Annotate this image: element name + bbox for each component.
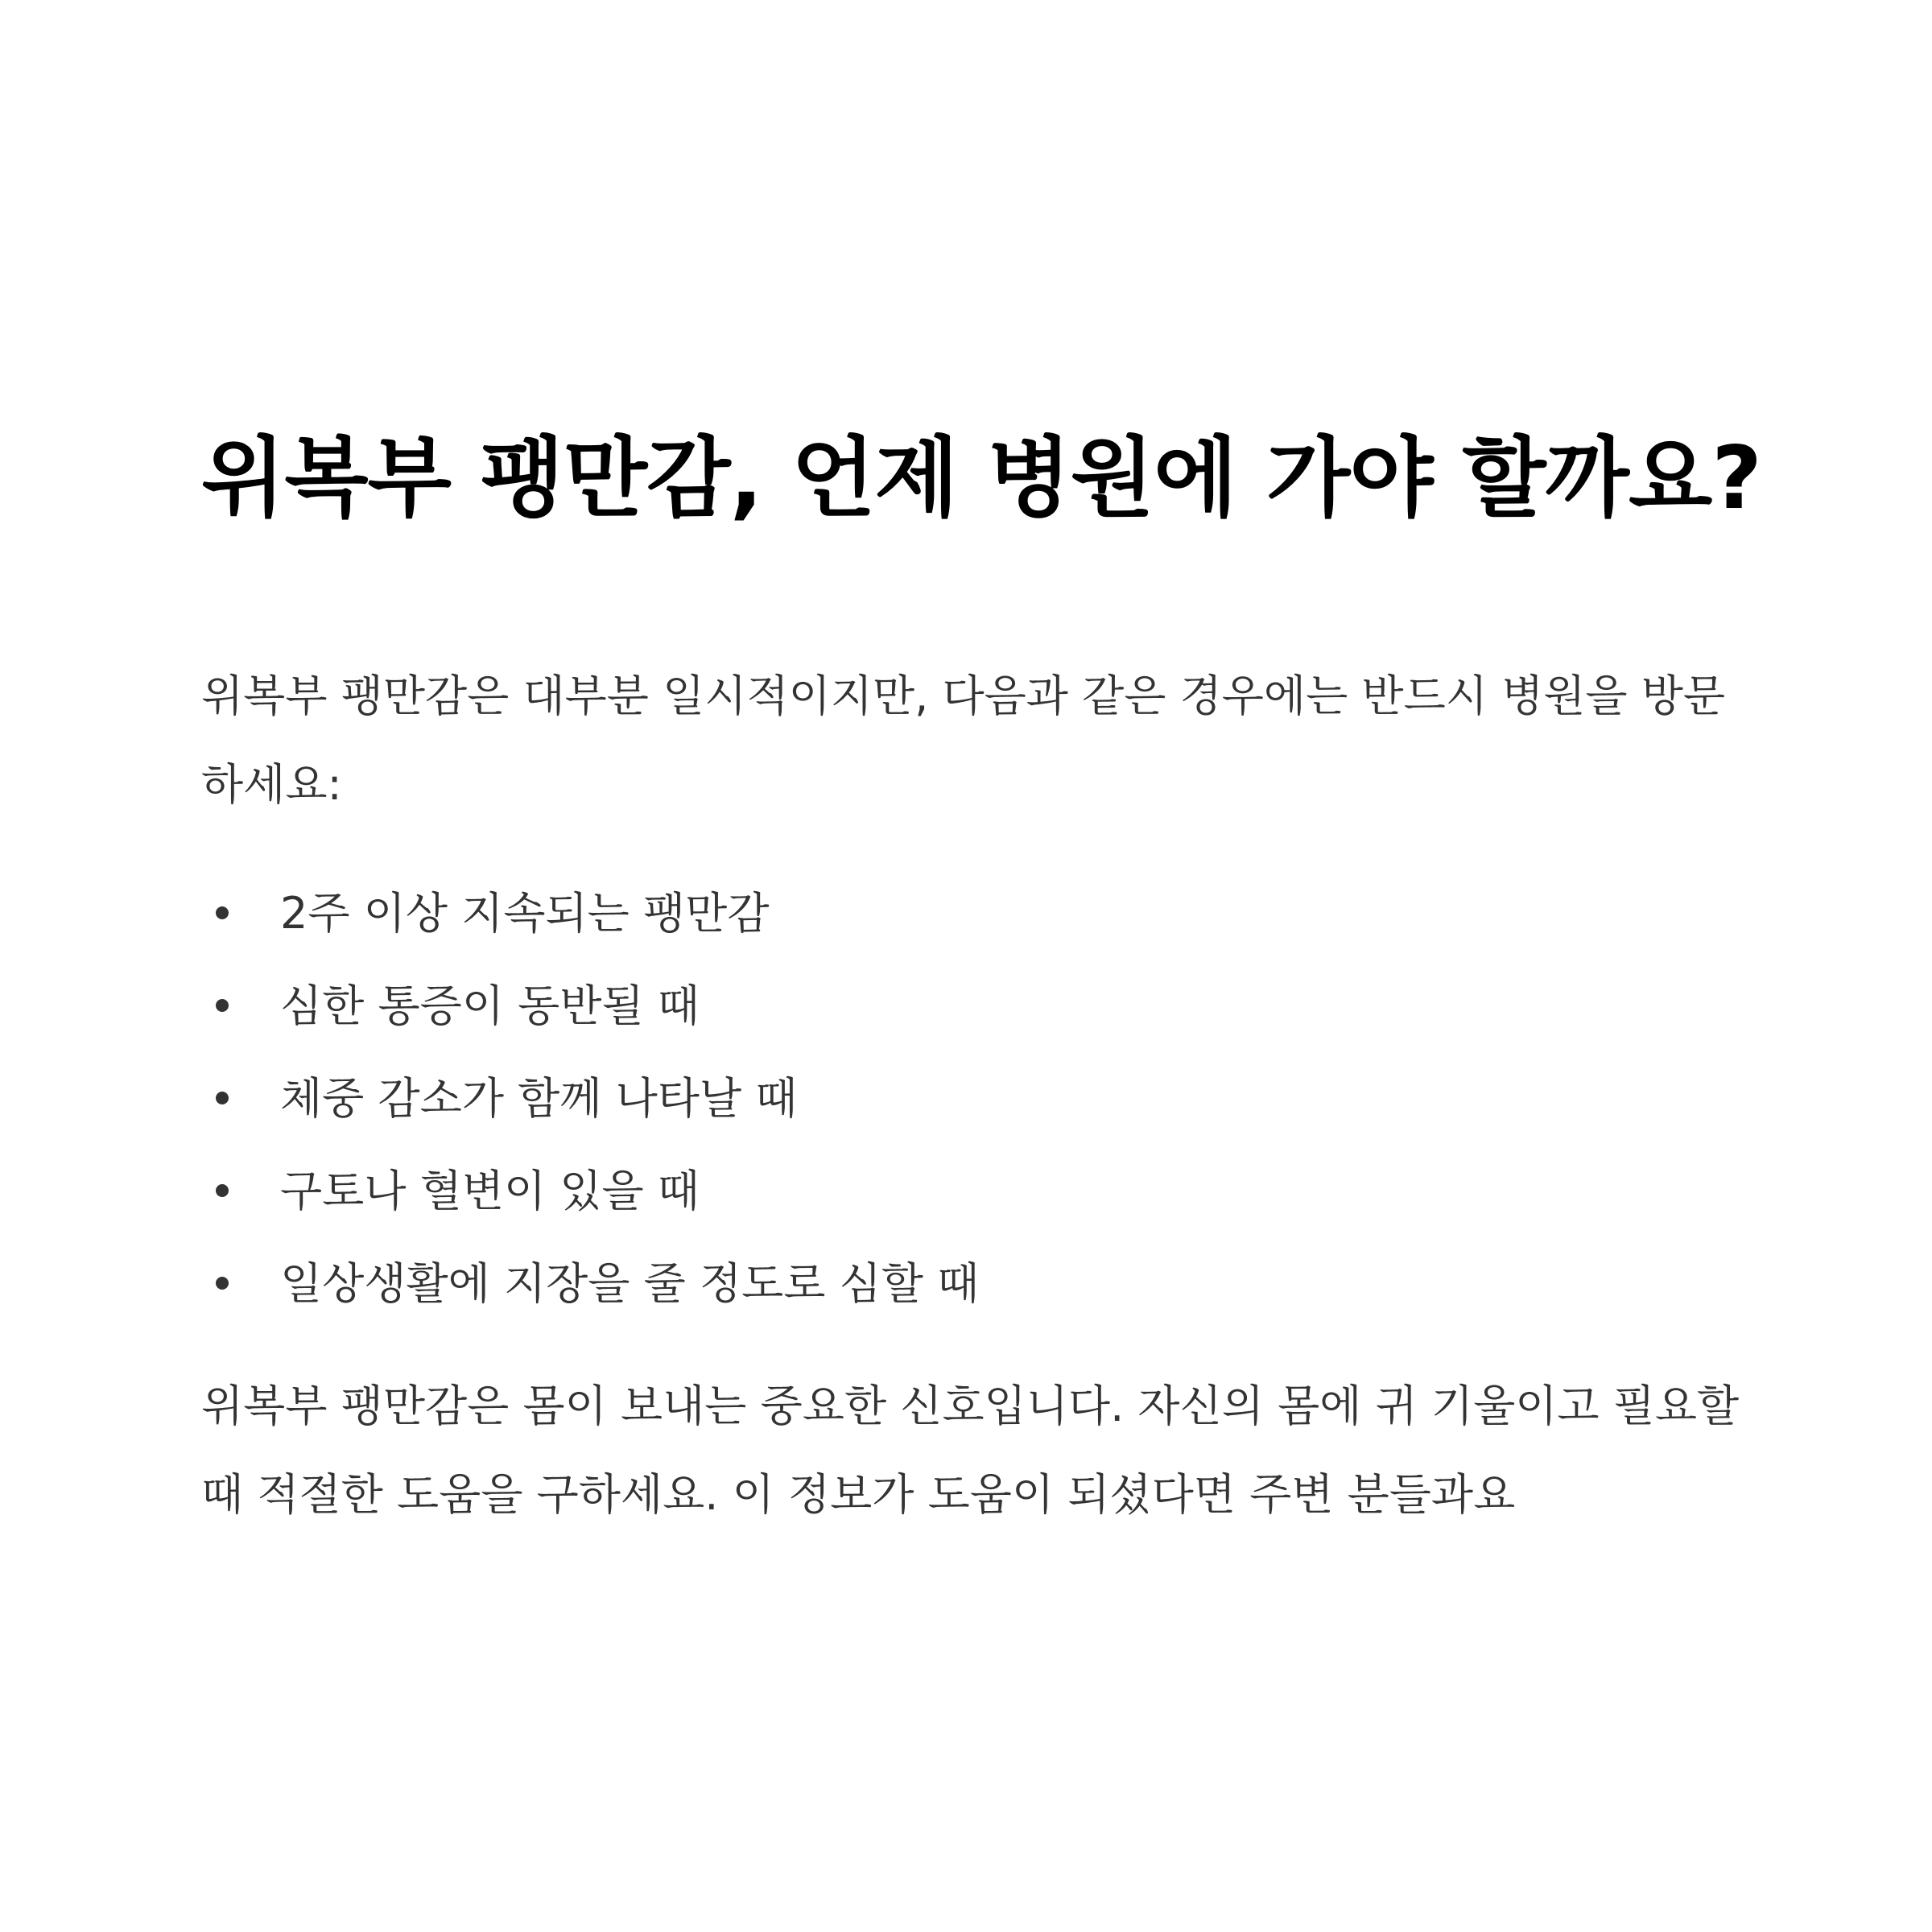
list-item-text: 심한 통증이 동반될 때 (280, 980, 700, 1031)
list-item (201, 960, 1747, 1052)
bullet-icon (216, 1092, 229, 1104)
list-item (201, 1237, 1747, 1330)
bullet-icon (216, 1277, 229, 1290)
bullet-icon (216, 906, 229, 919)
list-item (201, 1145, 1747, 1237)
warning-list (201, 867, 1747, 1330)
list-item-text: 2주 이상 지속되는 팽만감 (280, 887, 770, 939)
list-item-text: 체중 감소가 함께 나타날 때 (280, 1072, 798, 1124)
article-title: 위복부 팽만감, 언제 병원에 가야 할까요? (201, 428, 1761, 529)
bullet-icon (216, 999, 229, 1012)
closing-paragraph: 위복부 팽만감은 몸이 보내는 중요한 신호입니다. 자신의 몸에 귀 기울이고 필요할 때 적절한 도움을 구하세요. 이 정보가 도움이 되셨다면 주변 분들과요 (201, 1380, 1740, 1520)
intro-paragraph: 위복부 팽만감은 대부분 일시적이지만, 다음과 같은 경우에는 반드시 병원을 방문하세요: (201, 670, 1726, 810)
list-item-text: 구토나 혈변이 있을 때 (280, 1165, 700, 1216)
bullet-icon (216, 1184, 229, 1197)
list-item (201, 867, 1747, 960)
list-item (201, 1052, 1747, 1145)
article (201, 427, 1761, 1539)
list-item-text: 일상생활에 지장을 줄 정도로 심할 때 (280, 1257, 980, 1309)
